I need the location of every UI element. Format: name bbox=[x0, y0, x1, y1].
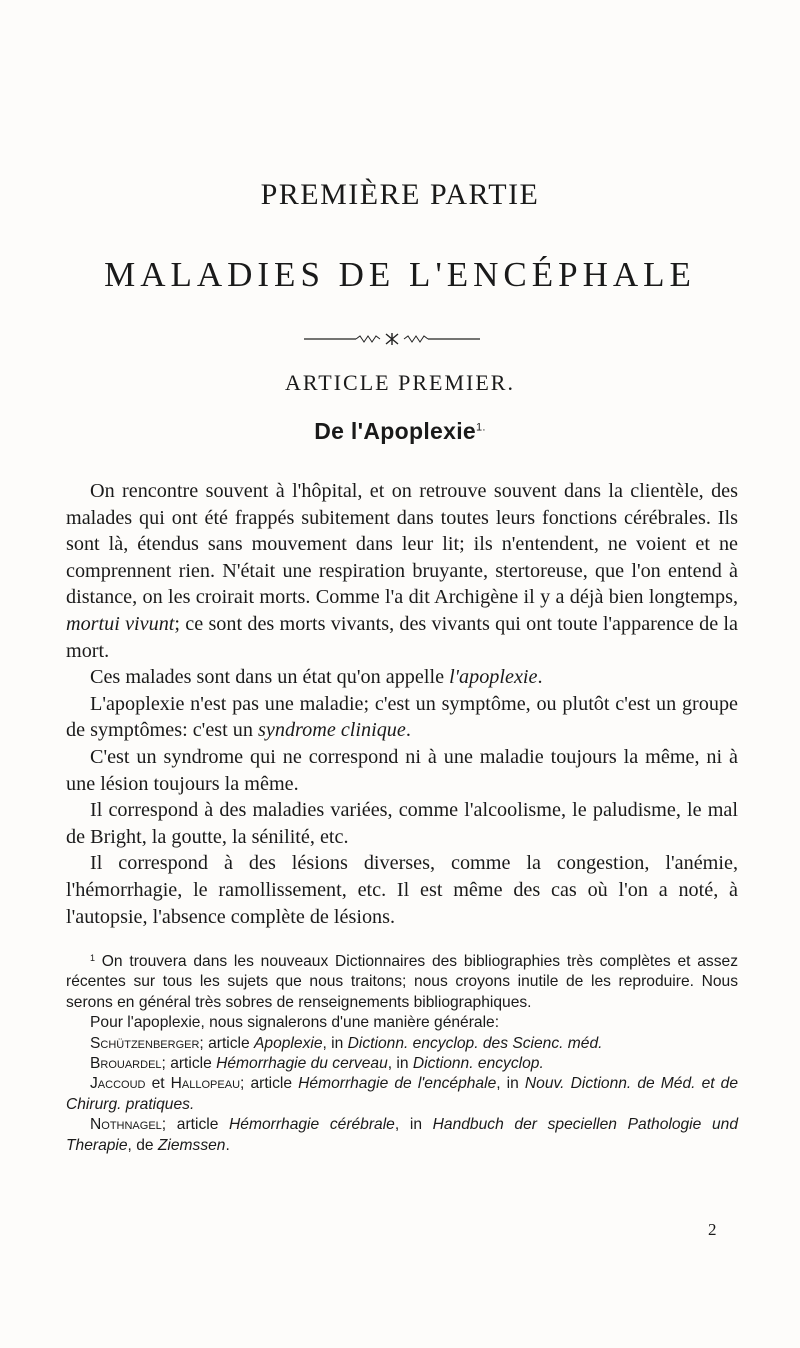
paragraph-3-end: . bbox=[405, 719, 411, 742]
part-title: PREMIÈRE PARTIE bbox=[260, 178, 540, 211]
ref-1-pre: ; article bbox=[199, 1034, 255, 1052]
paragraph-1-text: On rencontre souvent à l'hôpital, et on retrouve souvent dans la clientèle, des malades qui ont été frappés subitement dans toutes leurs fonctions cérébrales. Ils sont là, étendus sans mouvement dans leur lit; ils n'entendent, ne voient et ne comprennent rien. N'était une respiration bruyante, stertoreuse, que l'on entend à distance, on les croirait morts. Comme l'a dit Archigène il y a déjà bien longtemps, bbox=[66, 480, 738, 609]
footnote-mark: 1 bbox=[90, 953, 96, 963]
ref-4-stop: . bbox=[225, 1136, 230, 1154]
main-title: MALADIES DE L'ENCÉPHALE bbox=[104, 255, 696, 294]
ref-4-title: Hémorrhagie cérébrale bbox=[229, 1116, 395, 1134]
footnote-ref-4 bbox=[66, 1115, 738, 1156]
ref-4-author: Nothnagel bbox=[90, 1116, 162, 1134]
ref-3-and: et bbox=[145, 1075, 171, 1093]
paragraph-1-end: ; ce sont des morts vivants, des vivants qui ont toute l'apparence de la mort. bbox=[66, 612, 738, 662]
ref-2-pre: ; article bbox=[161, 1055, 217, 1073]
ref-2-author: Brouardel bbox=[90, 1055, 162, 1073]
ref-3-author-2: Hallopeau bbox=[170, 1075, 241, 1093]
ref-1-source: Dictionn. encyclop. des Scienc. méd. bbox=[347, 1034, 603, 1052]
footnote-ref-1 bbox=[66, 1034, 738, 1054]
ornament-divider bbox=[304, 332, 480, 346]
ref-4-pre: ; article bbox=[161, 1116, 230, 1134]
article-title: ARTICLE PREMIER. bbox=[285, 370, 515, 395]
ref-2-in: , in bbox=[387, 1055, 413, 1073]
ref-3-in: , in bbox=[496, 1075, 525, 1093]
ref-1-title: Apoplexie bbox=[254, 1034, 323, 1052]
footnote-intro-text: On trouvera dans les nouveaux Dictionnaires des bibliographies très complètes et assez récentes sur tous les sujets que nous traitons; nous croyons inutile de les reproduire. Nous serons en général très sobres de renseignements bibliographiques. bbox=[66, 953, 738, 1011]
paragraph-5: Il correspond à des maladies variées, comme l'alcoolisme, le paludisme, le mal de Bright, la goutte, la sénilité, etc. bbox=[66, 799, 738, 848]
paragraph-3-term: syndrome clinique bbox=[258, 719, 406, 742]
paragraph-3 bbox=[66, 691, 738, 744]
section-title bbox=[0, 418, 800, 445]
paragraph-3-text: L'apoplexie n'est pas une maladie; c'est un symptôme, ou plutôt c'est un groupe de symptômes: c'est un bbox=[66, 692, 738, 742]
ref-4-editor: Ziemssen bbox=[157, 1136, 226, 1154]
ref-1-in: , in bbox=[322, 1034, 348, 1052]
ref-3-pre: ; article bbox=[240, 1075, 299, 1093]
ref-4-source: Handbuch der speciellen Pathologie und Therapie bbox=[66, 1116, 739, 1154]
footnote-lead: Pour l'apoplexie, nous signalerons d'une manière générale: bbox=[90, 1014, 500, 1032]
paragraph-2-end: . bbox=[537, 666, 543, 689]
ref-1-author: Schützenberger bbox=[90, 1034, 200, 1052]
ref-2-title: Hémorrhagie du cerveau bbox=[216, 1055, 388, 1073]
footnote-ref-2 bbox=[66, 1054, 738, 1074]
footnote-ref-mark: 1. bbox=[475, 421, 486, 434]
ref-3-title: Hémorrhagie de l'encéphale bbox=[298, 1075, 497, 1093]
ref-4-end: , de bbox=[127, 1136, 158, 1154]
paragraph-4: C'est un syndrome qui ne correspond ni à une maladie toujours la même, ni à une lésion toujours la même. bbox=[66, 745, 738, 795]
page-number: 2 bbox=[708, 1220, 717, 1239]
paragraph-1 bbox=[66, 478, 738, 664]
body-text bbox=[66, 478, 738, 930]
paragraph-1-latin: mortui vivunt bbox=[66, 612, 175, 635]
ref-3-source: Nouv. Dictionn. de Méd. et de Chirurg. pratiques. bbox=[66, 1075, 739, 1113]
ref-3-author-1: Jaccoud bbox=[90, 1075, 146, 1093]
paragraph-6: Il correspond à des lésions diverses, comme la congestion, l'anémie, l'hémorrhagie, le ramollissement, etc. Il est même des cas où l'on a noté, à l'autopsie, l'absence complète de lésions. bbox=[66, 852, 738, 928]
ref-2-source: Dictionn. encyclop. bbox=[412, 1055, 544, 1073]
paragraph-2-term: l'apoplexie bbox=[449, 666, 538, 689]
paragraph-2-text: Ces malades sont dans un état qu'on appelle bbox=[90, 666, 450, 689]
footnote-intro bbox=[66, 948, 738, 1013]
footnote-ref-3 bbox=[66, 1074, 738, 1115]
ref-4-in: , in bbox=[394, 1116, 433, 1134]
section-title-text: De l'Apoplexie bbox=[314, 418, 476, 444]
paragraph-2 bbox=[66, 664, 738, 691]
footnotes bbox=[66, 948, 738, 1156]
